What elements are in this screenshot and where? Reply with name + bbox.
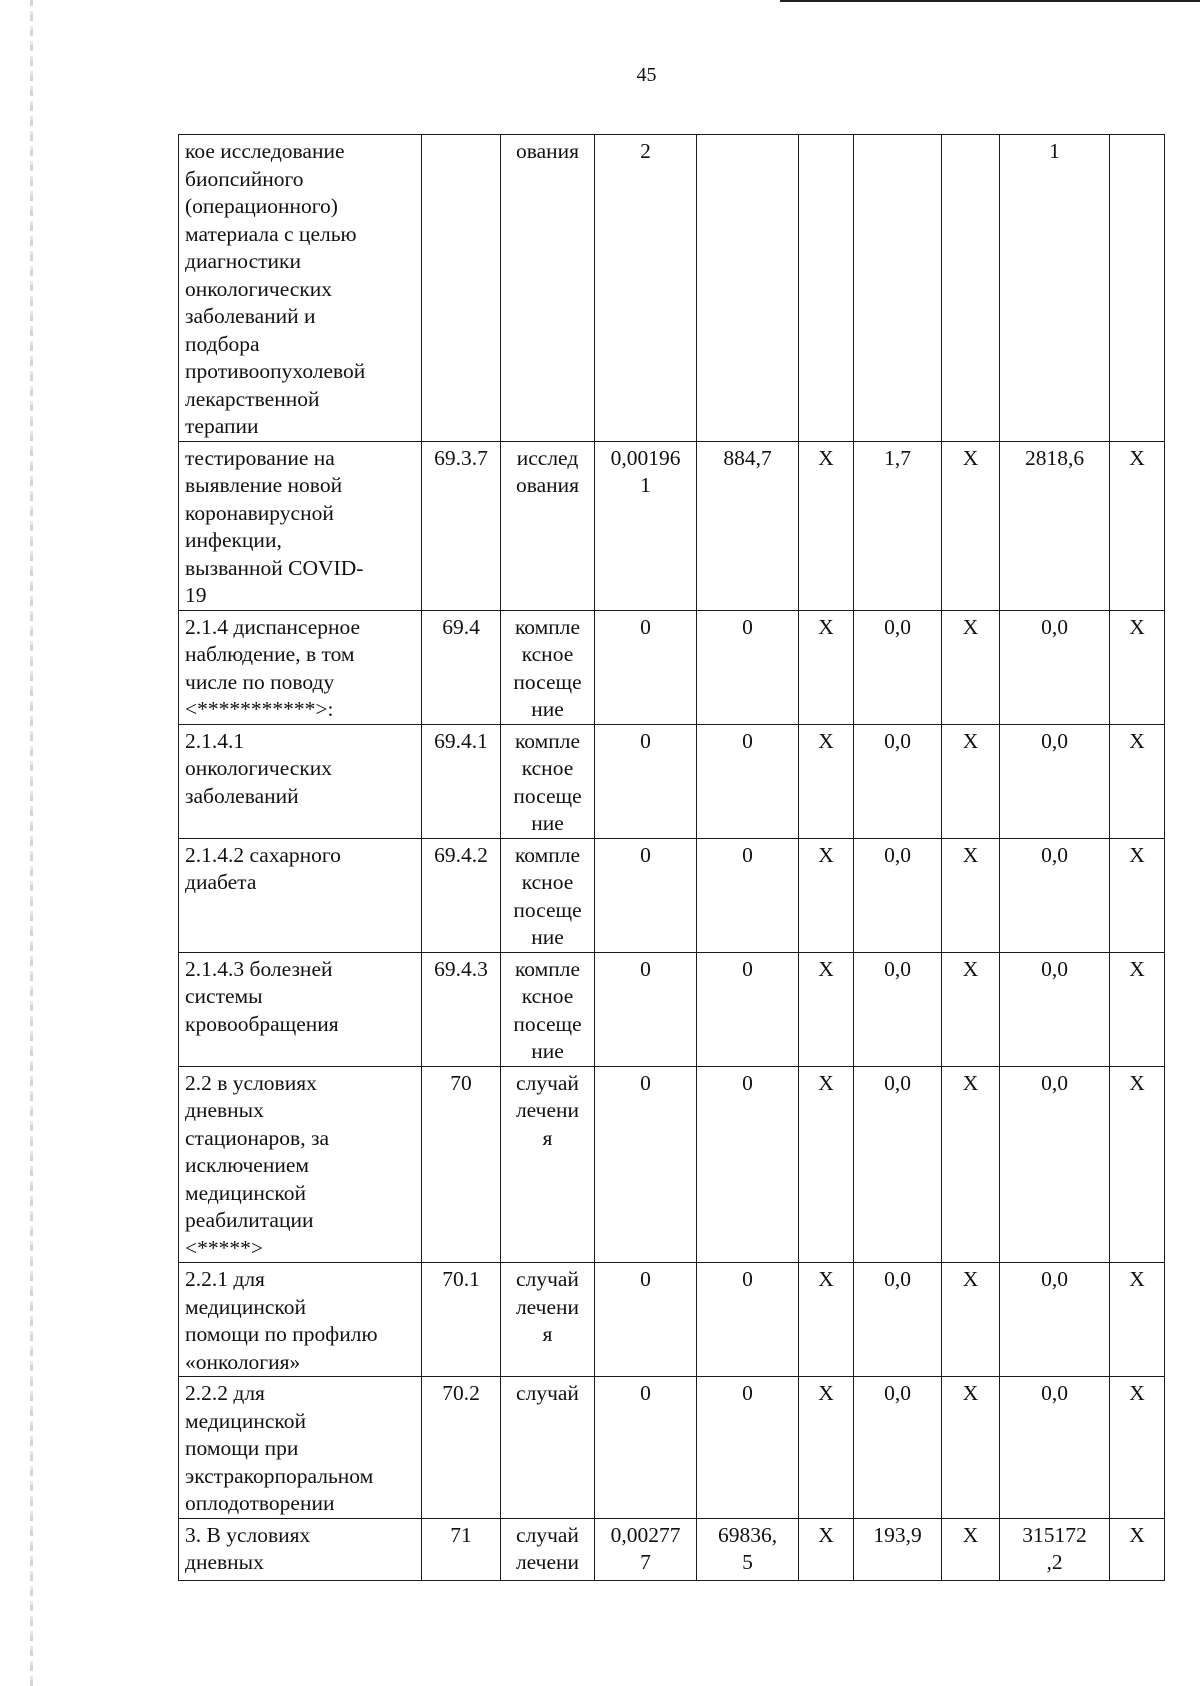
- x-mark-1-cell: Х: [799, 952, 854, 1066]
- row-label-cell: 2.2 в условиях дневных стационаров, за исключением медицинской реабилитации <*****>: [179, 1066, 422, 1263]
- norm-volume-cell: 0: [595, 610, 697, 724]
- x-mark-3-cell: Х: [1110, 838, 1165, 952]
- per-capita-cell: 0,0: [854, 1066, 942, 1263]
- x-mark-2-cell: Х: [942, 724, 1000, 838]
- row-label-cell: 2.2.2 для медицинской помощи при экстракорпоральном оплодотворении: [179, 1377, 422, 1519]
- row-label-cell: 2.1.4.2 сахарного диабета: [179, 838, 422, 952]
- total-cost-cell: 2818,6: [1000, 441, 1110, 610]
- x-mark-2-cell: Х: [942, 952, 1000, 1066]
- x-mark-3-cell: Х: [1110, 952, 1165, 1066]
- norm-volume-cell: 0: [595, 838, 697, 952]
- norm-volume-cell: 0,00196 1: [595, 441, 697, 610]
- table-row: [179, 1377, 1165, 1519]
- x-mark-2-cell: [942, 135, 1000, 442]
- total-cost-cell: 315172 ,2: [1000, 1518, 1110, 1580]
- per-capita-cell: 0,0: [854, 1263, 942, 1377]
- x-mark-3-cell: Х: [1110, 1066, 1165, 1263]
- row-label-cell: 2.2.1 для медицинской помощи по профилю «онкология»: [179, 1263, 422, 1377]
- norm-cost-cell: 0: [697, 724, 799, 838]
- row-code-cell: 69.3.7: [422, 441, 501, 610]
- norm-volume-cell: 2: [595, 135, 697, 442]
- row-code-cell: 69.4: [422, 610, 501, 724]
- x-mark-1-cell: Х: [799, 1518, 854, 1580]
- unit-cell: компле ксное посеще ние: [501, 724, 595, 838]
- table-row: [179, 838, 1165, 952]
- table-row: [179, 441, 1165, 610]
- table-row: [179, 1263, 1165, 1377]
- table-row: [179, 135, 1165, 442]
- x-mark-1-cell: Х: [799, 441, 854, 610]
- x-mark-2-cell: Х: [942, 610, 1000, 724]
- x-mark-3-cell: Х: [1110, 724, 1165, 838]
- unit-cell: случай лечени я: [501, 1066, 595, 1263]
- x-mark-1-cell: Х: [799, 1066, 854, 1263]
- unit-cell: исслед ования: [501, 441, 595, 610]
- x-mark-3-cell: [1110, 135, 1165, 442]
- total-cost-cell: 1: [1000, 135, 1110, 442]
- table-row: [179, 724, 1165, 838]
- x-mark-2-cell: Х: [942, 1066, 1000, 1263]
- total-cost-cell: 0,0: [1000, 610, 1110, 724]
- norm-cost-cell: 0: [697, 952, 799, 1066]
- page-number: 45: [636, 64, 657, 86]
- unit-cell: компле ксное посеще ние: [501, 610, 595, 724]
- row-code-cell: 70: [422, 1066, 501, 1263]
- row-label-cell: 2.1.4 диспансерное наблюдение, в том числе по поводу <***********>:: [179, 610, 422, 724]
- total-cost-cell: 0,0: [1000, 838, 1110, 952]
- table-row: [179, 610, 1165, 724]
- unit-cell: случай лечени я: [501, 1263, 595, 1377]
- per-capita-cell: 1,7: [854, 441, 942, 610]
- row-code-cell: 70.1: [422, 1263, 501, 1377]
- unit-cell: компле ксное посеще ние: [501, 952, 595, 1066]
- unit-cell: случай: [501, 1377, 595, 1519]
- x-mark-1-cell: Х: [799, 1377, 854, 1519]
- norm-cost-cell: 0: [697, 1066, 799, 1263]
- x-mark-2-cell: Х: [942, 1377, 1000, 1519]
- per-capita-cell: 0,0: [854, 838, 942, 952]
- row-code-cell: 69.4.3: [422, 952, 501, 1066]
- row-code-cell: 69.4.1: [422, 724, 501, 838]
- unit-cell: случай лечени: [501, 1518, 595, 1580]
- row-code-cell: 71: [422, 1518, 501, 1580]
- per-capita-cell: [854, 135, 942, 442]
- x-mark-2-cell: Х: [942, 1518, 1000, 1580]
- unit-cell: ования: [501, 135, 595, 442]
- x-mark-3-cell: Х: [1110, 610, 1165, 724]
- per-capita-cell: 0,0: [854, 1377, 942, 1519]
- x-mark-1-cell: Х: [799, 610, 854, 724]
- norm-cost-cell: 69836, 5: [697, 1518, 799, 1580]
- row-label-cell: 3. В условиях дневных: [179, 1518, 422, 1580]
- x-mark-2-cell: Х: [942, 441, 1000, 610]
- row-code-cell: [422, 135, 501, 442]
- row-label-cell: 2.1.4.1 онкологических заболеваний: [179, 724, 422, 838]
- x-mark-3-cell: Х: [1110, 441, 1165, 610]
- norm-cost-cell: [697, 135, 799, 442]
- norm-volume-cell: 0,00277 7: [595, 1518, 697, 1580]
- x-mark-1-cell: Х: [799, 1263, 854, 1377]
- per-capita-cell: 0,0: [854, 724, 942, 838]
- row-label-cell: 2.1.4.3 болезней системы кровообращения: [179, 952, 422, 1066]
- x-mark-3-cell: Х: [1110, 1377, 1165, 1519]
- norm-cost-cell: 884,7: [697, 441, 799, 610]
- table-row: [179, 952, 1165, 1066]
- total-cost-cell: 0,0: [1000, 952, 1110, 1066]
- norm-volume-cell: 0: [595, 1066, 697, 1263]
- table-row: [179, 1518, 1165, 1580]
- norm-cost-cell: 0: [697, 610, 799, 724]
- row-label-cell: тестирование на выявление новой коронавирусной инфекции, вызванной COVID- 19: [179, 441, 422, 610]
- top-rule-line: [780, 0, 1200, 2]
- table-row: [179, 1066, 1165, 1263]
- total-cost-cell: 0,0: [1000, 1263, 1110, 1377]
- x-mark-2-cell: Х: [942, 1263, 1000, 1377]
- x-mark-3-cell: Х: [1110, 1263, 1165, 1377]
- x-mark-2-cell: Х: [942, 838, 1000, 952]
- x-mark-1-cell: Х: [799, 724, 854, 838]
- norm-volume-cell: 0: [595, 952, 697, 1066]
- x-mark-1-cell: [799, 135, 854, 442]
- norm-volume-cell: 0: [595, 1263, 697, 1377]
- per-capita-cell: 0,0: [854, 952, 942, 1066]
- row-code-cell: 70.2: [422, 1377, 501, 1519]
- x-mark-3-cell: Х: [1110, 1518, 1165, 1580]
- norm-cost-cell: 0: [697, 1377, 799, 1519]
- total-cost-cell: 0,0: [1000, 1066, 1110, 1263]
- norm-cost-cell: 0: [697, 838, 799, 952]
- row-code-cell: 69.4.2: [422, 838, 501, 952]
- scan-edge-artifact: [30, 0, 33, 1686]
- per-capita-cell: 193,9: [854, 1518, 942, 1580]
- norm-volume-cell: 0: [595, 724, 697, 838]
- per-capita-cell: 0,0: [854, 610, 942, 724]
- total-cost-cell: 0,0: [1000, 724, 1110, 838]
- norm-cost-cell: 0: [697, 1263, 799, 1377]
- x-mark-1-cell: Х: [799, 838, 854, 952]
- norm-volume-cell: 0: [595, 1377, 697, 1519]
- data-table: [178, 134, 1165, 1581]
- unit-cell: компле ксное посеще ние: [501, 838, 595, 952]
- total-cost-cell: 0,0: [1000, 1377, 1110, 1519]
- row-label-cell: кое исследование биопсийного (операционного) материала с целью диагностики онкологических заболеваний и подбора противоопухолевой лекарственной терапии: [179, 135, 422, 442]
